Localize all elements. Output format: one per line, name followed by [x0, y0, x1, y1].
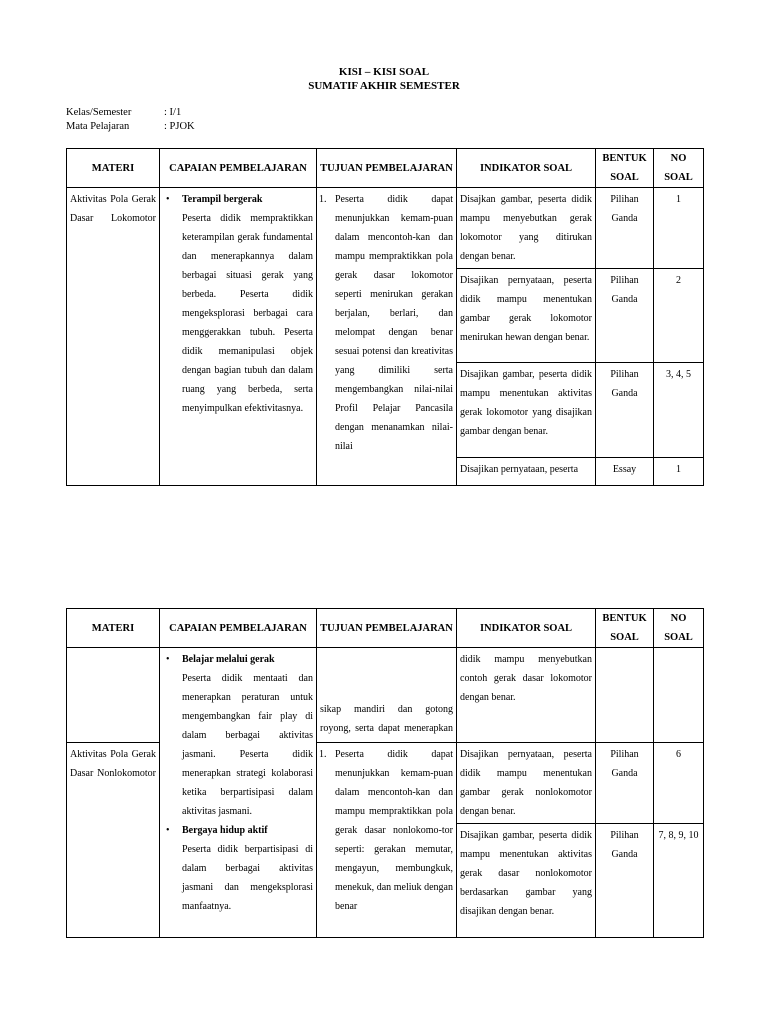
- bullet-icon: •: [166, 825, 170, 836]
- materi-cell: Aktivitas Pola Gerak Dasar Lokomotor: [67, 188, 160, 486]
- no-cell: 2: [654, 269, 704, 363]
- header-indikator: INDIKATOR SOAL: [457, 149, 596, 188]
- indikator-cell: Disajikan pernyataan, peserta didik mampu menentukan gambar gerak nonlokomotor dengan benar.: [457, 743, 596, 824]
- capaian-body: Peserta didik berpartisipasi di dalam berbagai aktivitas jasmani dan mengeksplorasi manfaatnya.: [182, 844, 313, 912]
- tujuan-cell: [317, 188, 457, 486]
- indikator-cell: Disajikan pernyataan, peserta didik mampu menentukan gambar gerak lokomotor menirukan hewan dengan benar.: [457, 269, 596, 363]
- header-materi: MATERI: [67, 149, 160, 188]
- bentuk-cell: Pilihan Ganda: [596, 363, 654, 458]
- bullet-icon: •: [166, 654, 170, 665]
- header-no: NO SOAL: [654, 609, 704, 648]
- indikator-cell: Disajikan gambar, peserta didik mampu menentukan aktivitas gerak dasar nonlokomotor berdasarkan gambar yang disajikan dengan benar.: [457, 824, 596, 938]
- header-indikator: INDIKATOR SOAL: [457, 609, 596, 648]
- doc-subtitle: SUMATIF AKHIR SEMESTER: [308, 80, 460, 92]
- indikator-cell: Disajkan gambar, peserta didik mampu menyebutkan gerak lokomotor yang ditirukan dengan benar.: [457, 188, 596, 269]
- mapel-label: Mata Pelajaran: [66, 121, 130, 132]
- header-row: [67, 609, 704, 648]
- indikator-cont-cell: didik mampu menyebutkan contoh gerak dasar lokomotor dengan benar.: [457, 648, 596, 743]
- header-no: NO SOAL: [654, 149, 704, 188]
- header-materi: MATERI: [67, 609, 160, 648]
- capaian-heading: Bergaya hidup aktif: [182, 825, 268, 836]
- tujuan-text: Peserta didik dapat menunjukkan kemam-puan dalam mencontoh-kan dan mampu mempraktikkan pola gerak dasar nonlokomo-tor seperti: gerakan memutar, mengayun, membungkuk, menekuk, dan meliuk dengan benar: [335, 749, 453, 912]
- materi-cell: Aktivitas Pola Gerak Dasar Nonlokomotor: [67, 743, 160, 938]
- tujuan-number: 1.: [319, 749, 327, 760]
- no-cell: 1: [654, 458, 704, 486]
- no-cell: 1: [654, 188, 704, 269]
- table-row: [67, 648, 704, 743]
- meta-kelas: [66, 107, 181, 118]
- capaian-body: Peserta didik mempraktikkan keterampilan gerak fundamental dan menerapkannya dalam berbagai situasi gerak yang berbeda. Peserta didik mengeksplorasi berbagai cara menggerakkan tubuh. Peserta didik memanipulasi objek dengan bagian tubuh dan dalam ruang yang berbeda, serta menyimpulkan efektivitasnya.: [182, 213, 313, 414]
- table-row: [67, 188, 704, 269]
- capaian-heading: Terampil bergerak: [182, 194, 263, 205]
- header-capaian: CAPAIAN PEMBELAJARAN: [160, 609, 317, 648]
- header-bentuk: BENTUK SOAL: [596, 149, 654, 188]
- bentuk-cell: Essay: [596, 458, 654, 486]
- tujuan-text: Peserta didik dapat menunjukkan kemam-puan dalam mencontoh-kan dan mampu mempraktikkan pola gerak dasar lokomotor seperti menirukan gerakan berjalan, berlari, dan melompat dengan benar sesuai potensi dan kreativitas yang dimiliki serta mengembangkan nilai-nilai Profil Pelajar Pancasila dengan menanamkan nilai-nilai: [335, 194, 453, 452]
- capaian-item: [160, 821, 313, 916]
- capaian-cell: [160, 188, 317, 486]
- bentuk-cell-empty: [596, 648, 654, 743]
- no-cell: 6: [654, 743, 704, 824]
- kisi-table-1: [66, 148, 704, 486]
- capaian-body: Peserta didik mentaati dan menerapkan peraturan untuk mengembangkan fair play di dalam berbagai aktivitas jasmani. Peserta didik menerapkan strategi kolaborasi ketika berpartisipasi dalam aktivitas jasmani.: [182, 673, 313, 817]
- no-cell-empty: [654, 648, 704, 743]
- kisi-table-2: [66, 608, 704, 938]
- capaian-item: [160, 190, 313, 418]
- header-row: [67, 149, 704, 188]
- kelas-value: : I/1: [164, 107, 182, 118]
- header-tujuan: TUJUAN PEMBELAJARAN: [317, 609, 457, 648]
- indikator-cell: Disajikan gambar, peserta didik mampu menentukan aktivitas gerak lokomotor yang disajikan gambar dengan benar.: [457, 363, 596, 458]
- doc-title: KISI – KISI SOAL: [338, 66, 430, 78]
- tujuan-cell: [317, 743, 457, 938]
- bentuk-cell: Pilihan Ganda: [596, 188, 654, 269]
- tujuan-number: 1.: [319, 194, 327, 205]
- bentuk-cell: Pilihan Ganda: [596, 743, 654, 824]
- no-cell: 7, 8, 9, 10: [654, 824, 704, 938]
- kelas-label: Kelas/Semester: [66, 107, 132, 118]
- bentuk-cell: Pilihan Ganda: [596, 269, 654, 363]
- capaian-cell: [160, 648, 317, 938]
- capaian-heading: Belajar melalui gerak: [182, 654, 275, 665]
- bullet-icon: •: [166, 194, 170, 205]
- capaian-item: [160, 650, 313, 821]
- materi-cell-empty: [67, 648, 160, 743]
- header-bentuk: BENTUK SOAL: [596, 609, 654, 648]
- tujuan-cont-cell: [317, 648, 457, 743]
- no-cell: 3, 4, 5: [654, 363, 704, 458]
- header-capaian: CAPAIAN PEMBELAJARAN: [160, 149, 317, 188]
- meta-mapel: [66, 121, 195, 132]
- indikator-cell: Disajikan pernyataan, peserta: [457, 458, 596, 486]
- bentuk-cell: Pilihan Ganda: [596, 824, 654, 938]
- header-tujuan: TUJUAN PEMBELAJARAN: [317, 149, 457, 188]
- tujuan-cont-text: sikap mandiri dan gotong royong, serta dapat menerapkan: [320, 704, 453, 734]
- mapel-value: : PJOK: [164, 121, 195, 132]
